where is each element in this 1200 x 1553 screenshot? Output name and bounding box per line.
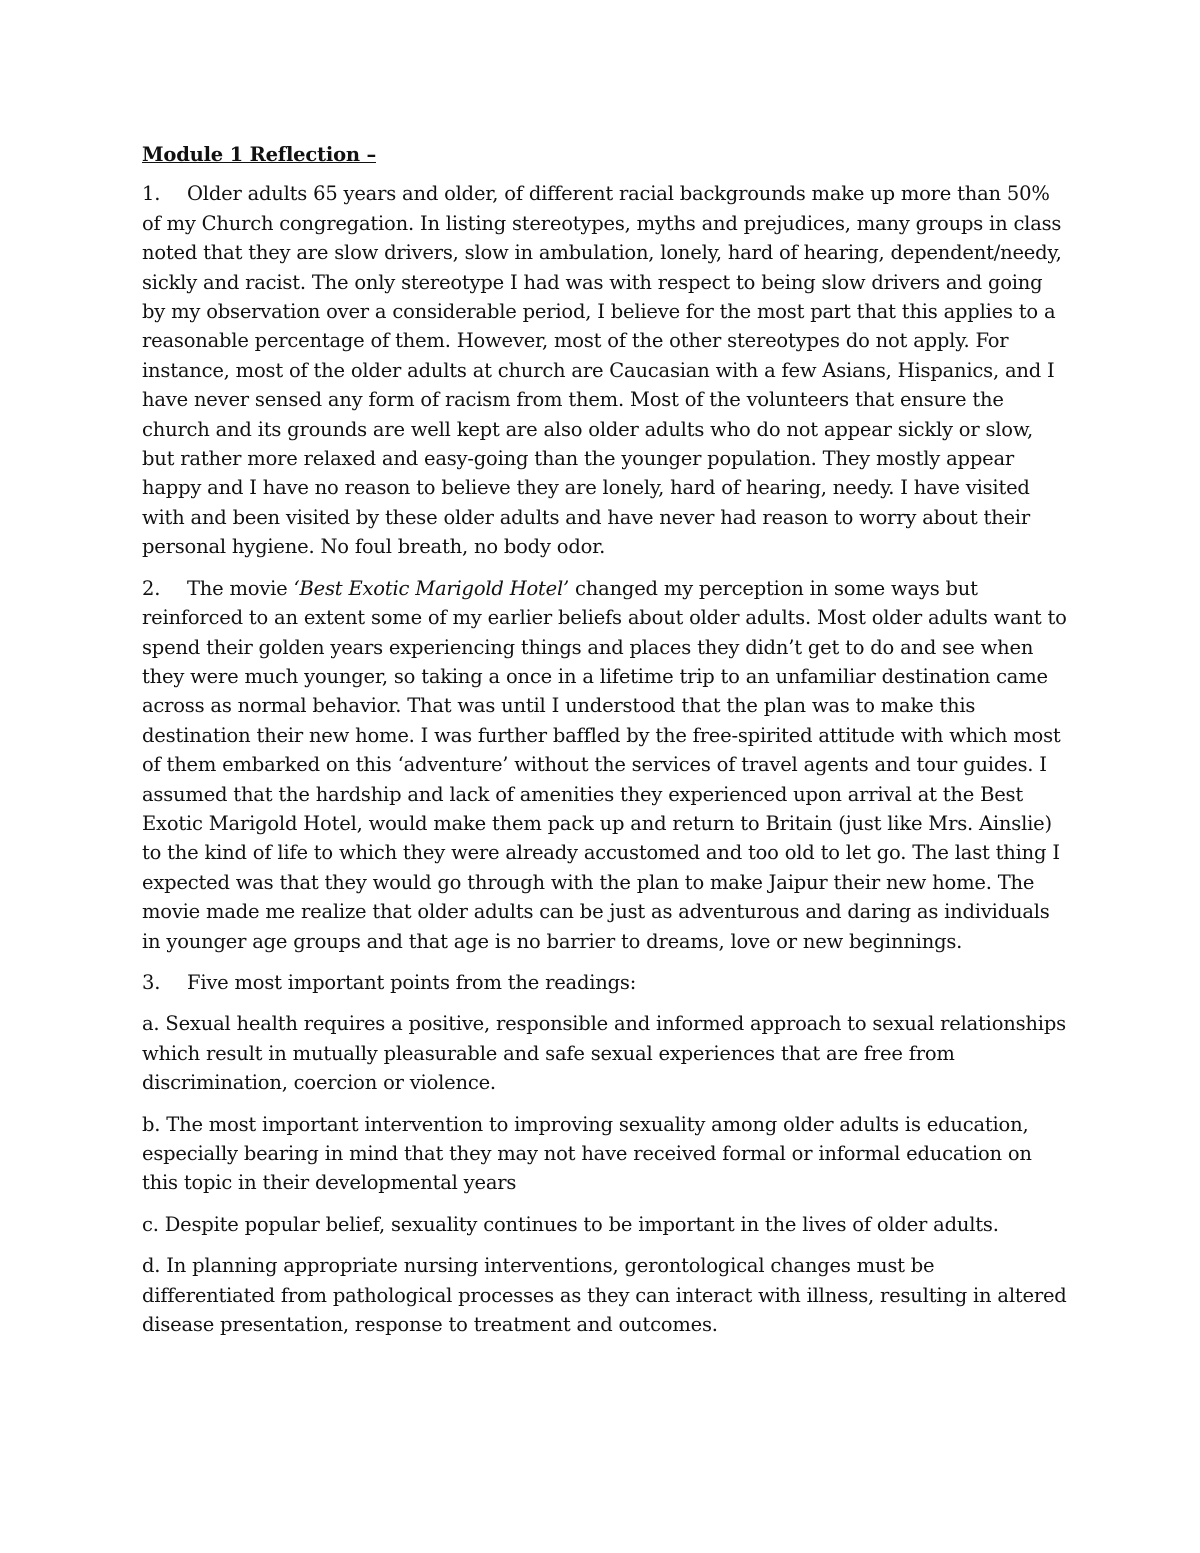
paragraph-2-text: changed my perception in some ways but reinforced to an extent some of my earlier beliefs about older adults. Most older adults want to spend their golden years experiencing things and places they didn’t get to do and see when they were much younger, so taking a once in a lifetime trip to an unfamiliar destination came across as normal behavior. That was until I understood that the plan was to make this destination their new home. I was further baffled by the free-spirited attitude with which most of them embarked on this ‘adventure’ without the services of travel agents and tour guides. I assumed that the hardship and lack of amenities they experienced upon arrival at the Best Exotic Marigold Hotel, would make them pack up and return to Britain (just like Mrs. Ainslie) to the kind of life to which they were already accustomed and too old to let go. The last thing I expected was that they would go through with the plan to make Jaipur their new home. The movie made me realize that older adults can be just as adventurous and daring as individuals in younger age groups and that age is no barrier to dreams, love or new beginnings.	[142, 576, 1067, 953]
paragraph-2	[142, 574, 1067, 956]
paragraph-1-text: Older adults 65 years and older, of different racial backgrounds make up more than 50% of my Church congregation. In listing stereotypes, myths and prejudices, many groups in class noted that they are slow drivers, slow in ambulation, lonely, hard of hearing, dependent/needy, sickly and racist. The only stereotype I had was with respect to being slow drivers and going by my observation over a considerable period, I believe for the most part that this applies to a reasonable percentage of them. However, most of the other stereotypes do not apply. For instance, most of the older adults at church are Caucasian with a few Asians, Hispanics, and I have never sensed any form of racism from them. Most of the volunteers that ensure the church and its grounds are well kept are also older adults who do not appear sickly or slow, but rather more relaxed and easy-going than the younger population. They mostly appear happy and I have no reason to believe they are lonely, hard of hearing, needy. I have visited with and been visited by these older adults and have never had reason to worry about their personal hygiene. No foul breath, no body odor.	[142, 182, 1062, 559]
point-c: c. Despite popular belief, sexuality continues to be important in the lives of older adults.	[142, 1212, 999, 1236]
page-title: Module 1 Reflection –	[142, 143, 376, 166]
paragraph-2-lead: The movie	[187, 576, 294, 600]
paragraph-3-text: Five most important points from the readings:	[187, 970, 637, 994]
paragraph-3	[142, 968, 1067, 997]
item-number-1: 1.	[142, 182, 161, 206]
paragraph-1	[142, 179, 1067, 561]
movie-title: ‘Best Exotic Marigold Hotel’	[293, 576, 570, 600]
point-b: b. The most important intervention to improving sexuality among older adults is education, especially bearing in mind that they may not have received formal or informal education on this topic in their developmental years	[142, 1112, 1032, 1195]
point-a: a. Sexual health requires a positive, responsible and informed approach to sexual relationships which result in mutually pleasurable and safe sexual experiences that are free from discrimination, coercion or violence.	[142, 1012, 1066, 1095]
point-d: d. In planning appropriate nursing interventions, gerontological changes must be differentiated from pathological processes as they can interact with illness, resulting in altered disease presentation, response to treatment and outcomes.	[142, 1254, 1067, 1337]
item-number-3: 3.	[142, 970, 161, 994]
item-number-2: 2.	[142, 576, 161, 600]
document-body	[142, 140, 1067, 1351]
